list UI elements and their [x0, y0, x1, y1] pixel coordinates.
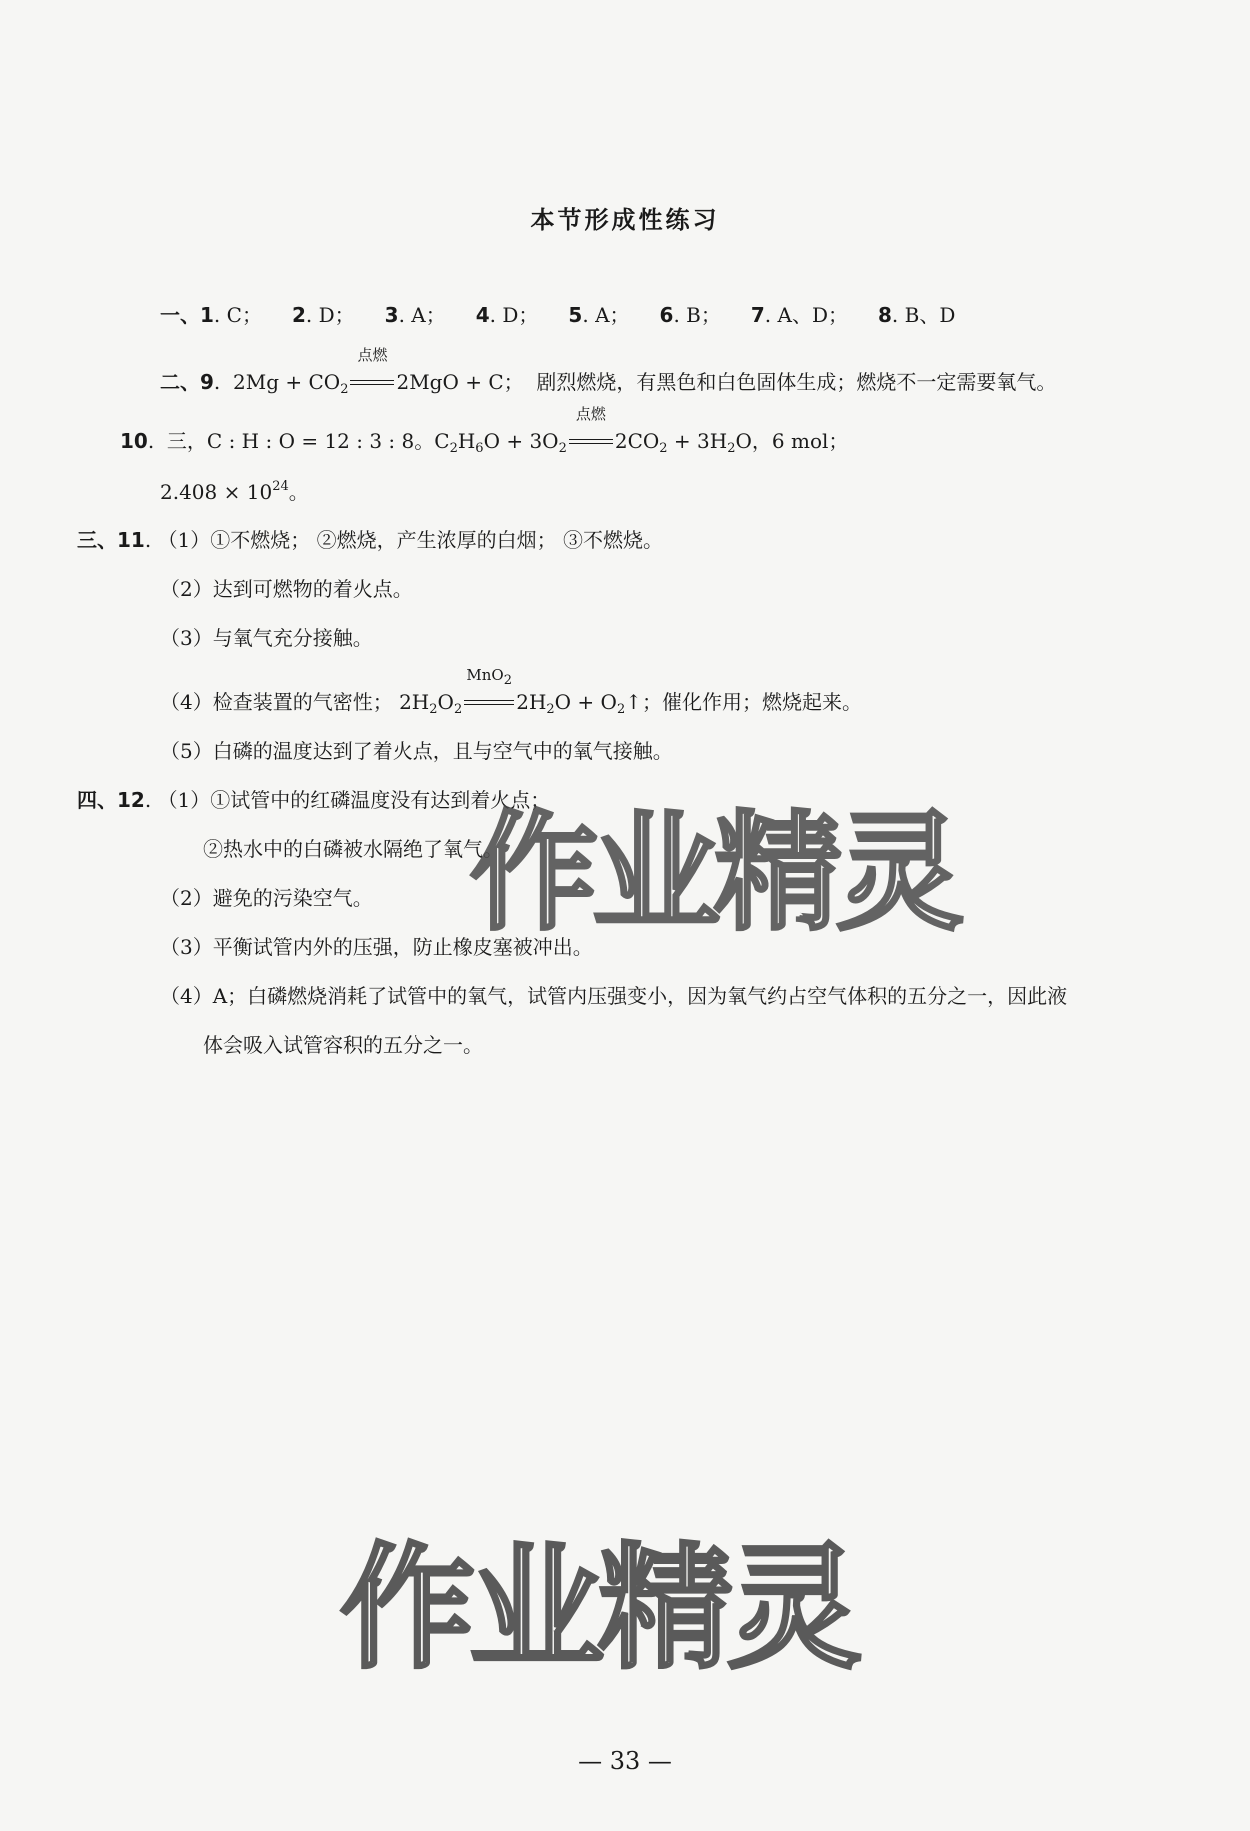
q9-eq-right: 2MgO + C； [396, 370, 524, 394]
q3-answer: A； [411, 303, 446, 327]
q9-number: 9 [200, 370, 214, 394]
section-2-label: 二、 [160, 370, 200, 394]
reaction-condition: 点燃 [569, 427, 613, 455]
watermark: 作业精灵 [470, 799, 959, 948]
q11-line-1: 三、11. （1）①不燃烧； ②燃烧，产生浓厚的白烟； ③不燃烧。 [77, 528, 664, 552]
q12-part-4a: （4）A；白磷燃烧消耗了试管中的氧气，试管内压强变小，因为氧气约占空气体积的五分之一，因此液 [160, 984, 1068, 1008]
q12-part-1b: ②热水中的白磷被水隔绝了氧气。 [203, 837, 503, 861]
q6-number: 6 [659, 303, 674, 327]
section-3-label: 三、 [77, 528, 117, 552]
section-1-label: 一、 [160, 303, 200, 327]
q5-number: 5 [568, 303, 583, 327]
q12-part-3: （3）平衡试管内外的压强，防止橡皮塞被冲出。 [160, 935, 593, 959]
q12-part-4b: 体会吸入试管容积的五分之一。 [203, 1033, 483, 1057]
watermark: 作业精灵 [340, 1530, 856, 1687]
q10-line-2: $2.408 \times 10^{24}$。 [160, 479, 309, 504]
q5-answer: A； [595, 303, 630, 327]
page-title: 本节形成性练习 [530, 206, 720, 234]
q9-text: 剧烈燃烧，有黑色和白色固体生成；燃烧不一定需要氧气。 [536, 370, 1057, 394]
q12-line-1: 四、12. （1）①试管中的红磷温度没有达到着火点； [77, 788, 551, 812]
q4-number: 4 [475, 303, 490, 327]
q7-answer: A、D； [777, 303, 848, 327]
q11-part-5: （5）白磷的温度达到了着火点，且与空气中的氧气接触。 [160, 739, 673, 763]
q10-ratio: 三，C : H : O = 12 : 3 : 8。 [166, 429, 435, 453]
q2-number: 2 [291, 303, 306, 327]
page-number: — 33 — [578, 1747, 672, 1775]
q8-answer: B、D [904, 303, 956, 327]
q2-answer: D； [318, 303, 355, 327]
section-4-label: 四、 [77, 788, 117, 812]
q10-line: 10. 三，C : H : O = 12 : 3 : 8。$C_2H_6O + 3O_2$ 点燃 $2CO_2 + 3H_2O$，6 mol； [120, 405, 849, 456]
q11-part-2: （2）达到可燃物的着火点。 [160, 577, 413, 601]
q4-answer: D； [502, 303, 539, 327]
q9-eq-left: 2Mg + CO [233, 370, 341, 394]
q3-number: 3 [384, 303, 399, 327]
q12-number: 12 [117, 788, 145, 812]
q1-answer: C； [226, 303, 262, 327]
reaction-condition: 点燃 [350, 368, 394, 396]
q1-number: 1 [200, 303, 214, 327]
q11-part-4: （4）检查装置的气密性； $2H_2O_2$ MnO$_2$ $2H_2O$ + $O_2↑$；催化作用；燃烧起来。 [160, 666, 862, 717]
q9-line: 二、9. $2Mg + CO_2$ 点燃 2MgO + C； 剧烈燃烧，有黑色和白色固体生成；燃烧不一定需要氧气。 [160, 346, 1057, 397]
catalyst-condition: MnO$_2$ [464, 688, 514, 716]
q6-answer: B； [686, 303, 721, 327]
q12-part-2: （2）避免的污染空气。 [160, 886, 373, 910]
q8-number: 8 [877, 303, 892, 327]
q10-number: 10 [120, 429, 148, 453]
q11-part-3: （3）与氧气充分接触。 [160, 626, 373, 650]
q7-number: 7 [750, 303, 765, 327]
q11-number: 11 [117, 528, 145, 552]
section-1-answers: 一、1. C； 2. D； 3. A； 4. D； 5. A； 6. B； 7. A、D； 8. B、D [160, 303, 956, 327]
